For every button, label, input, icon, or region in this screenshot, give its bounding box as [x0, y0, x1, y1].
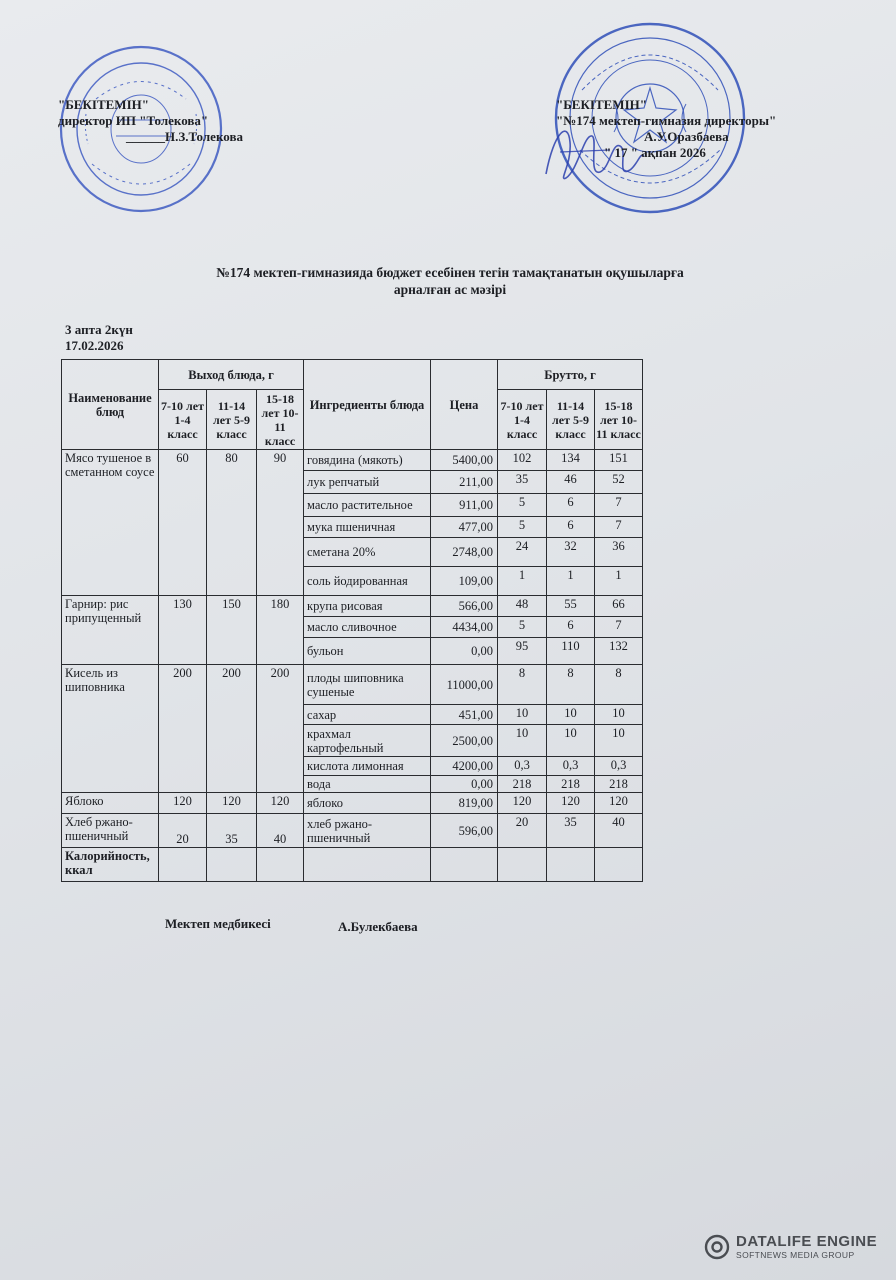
ingredient-name: вода: [304, 776, 431, 793]
dish-output-age-3: 120: [257, 793, 304, 814]
footer-nurse-name: А.Булекбаева: [338, 919, 418, 934]
header-brutto-age-1: 7-10 лет 1-4 класс: [498, 390, 547, 450]
table-row: [62, 596, 643, 617]
approval-left-signatory: ______Н.З.Толекова: [126, 129, 243, 144]
ingredient-name: бульон: [304, 638, 431, 665]
brutto-age-3: 132: [595, 638, 643, 665]
dish-output-age-2: 35: [207, 814, 257, 848]
approval-block-left: [58, 97, 243, 145]
empty-cell: [498, 848, 547, 882]
dish-name: Кисель из шиповника: [62, 665, 159, 793]
ingredient-name: лук репчатый: [304, 471, 431, 494]
ingredient-name: масло сливочное: [304, 617, 431, 638]
table-row: [62, 665, 643, 705]
header-output-age-3: 15-18 лет 10-11 класс: [257, 390, 304, 450]
brutto-age-3: 120: [595, 793, 643, 814]
ingredient-name: сметана 20%: [304, 538, 431, 567]
header-ingredients: Ингредиенты блюда: [304, 360, 431, 450]
brutto-age-3: 36: [595, 538, 643, 567]
header-output-age-1: 7-10 лет 1-4 класс: [159, 390, 207, 450]
ingredient-price: 819,00: [431, 793, 498, 814]
approval-right-heading: "БЕКІТЕМІН": [556, 97, 647, 112]
menu-table: [61, 359, 643, 882]
approval-left-position: директор ИП "Толекова": [58, 113, 209, 128]
ingredient-price: 596,00: [431, 814, 498, 848]
ingredient-price: 477,00: [431, 517, 498, 538]
brutto-age-1: 35: [498, 471, 547, 494]
watermark-subtitle: SOFTNEWS MEDIA GROUP: [736, 1250, 855, 1260]
ingredient-name: крупа рисовая: [304, 596, 431, 617]
ingredient-price: 5400,00: [431, 450, 498, 471]
brutto-age-1: 218: [498, 776, 547, 793]
approval-block-right: [556, 97, 776, 161]
ingredient-price: 451,00: [431, 705, 498, 725]
ingredient-price: 11000,00: [431, 665, 498, 705]
header-brutto-age-2: 11-14 лет 5-9 класс: [547, 390, 595, 450]
dish-output-age-3: 180: [257, 596, 304, 665]
brutto-age-1: 5: [498, 617, 547, 638]
watermark-title: DATALIFE ENGINE: [736, 1233, 878, 1250]
brutto-age-1: 1: [498, 567, 547, 596]
dish-output-age-1: 60: [159, 450, 207, 596]
dish-output-age-3: 90: [257, 450, 304, 596]
table-row: [62, 793, 643, 814]
brutto-age-2: 10: [547, 725, 595, 757]
empty-cell: [304, 848, 431, 882]
brutto-age-2: 218: [547, 776, 595, 793]
dish-name: Яблоко: [62, 793, 159, 814]
dish-output-age-2: 200: [207, 665, 257, 793]
empty-cell: [431, 848, 498, 882]
footer-nurse-title: Мектеп медбикесі: [165, 916, 271, 931]
ingredient-name: соль йодированная: [304, 567, 431, 596]
approval-right-signatory: А.У.Оразбаева: [644, 129, 729, 144]
brutto-age-1: 5: [498, 517, 547, 538]
ingredient-name: плоды шиповника сушеные: [304, 665, 431, 705]
ingredient-name: сахар: [304, 705, 431, 725]
brutto-age-1: 48: [498, 596, 547, 617]
header-output: Выход блюда, г: [159, 360, 304, 390]
ingredient-name: мука пшеничная: [304, 517, 431, 538]
brutto-age-2: 0,3: [547, 757, 595, 776]
dish-output-age-1: 20: [159, 814, 207, 848]
brutto-age-3: 1: [595, 567, 643, 596]
approval-left-heading: "БЕКІТЕМІН": [58, 97, 149, 112]
dish-output-age-2: 120: [207, 793, 257, 814]
brutto-age-3: 52: [595, 471, 643, 494]
ingredient-price: 0,00: [431, 776, 498, 793]
brutto-age-1: 0,3: [498, 757, 547, 776]
ingredient-name: хлеб ржано-пшеничный: [304, 814, 431, 848]
brutto-age-3: 0,3: [595, 757, 643, 776]
brutto-age-1: 102: [498, 450, 547, 471]
brutto-age-2: 32: [547, 538, 595, 567]
header-brutto: Брутто, г: [498, 360, 643, 390]
header-output-age-2: 11-14 лет 5-9 класс: [207, 390, 257, 450]
empty-cell: [257, 848, 304, 882]
brutto-age-2: 6: [547, 517, 595, 538]
brutto-age-2: 6: [547, 494, 595, 517]
brutto-age-3: 7: [595, 494, 643, 517]
table-row: [62, 814, 643, 848]
dish-output-age-3: 200: [257, 665, 304, 793]
header-dish-name: Наименование блюд: [62, 360, 159, 450]
ingredient-price: 211,00: [431, 471, 498, 494]
brutto-age-1: 20: [498, 814, 547, 848]
brutto-age-2: 1: [547, 567, 595, 596]
header-brutto-age-3: 15-18 лет 10-11 класс: [595, 390, 643, 450]
ingredient-price: 109,00: [431, 567, 498, 596]
watermark: [704, 1234, 877, 1260]
brutto-age-1: 95: [498, 638, 547, 665]
brutto-age-3: 8: [595, 665, 643, 705]
ingredient-name: говядина (мякоть): [304, 450, 431, 471]
brutto-age-3: 151: [595, 450, 643, 471]
ingredient-name: масло растительное: [304, 494, 431, 517]
dish-output-age-2: 80: [207, 450, 257, 596]
brutto-age-3: 10: [595, 725, 643, 757]
ingredient-price: 2500,00: [431, 725, 498, 757]
ingredient-name: кислота лимонная: [304, 757, 431, 776]
ingredient-price: 566,00: [431, 596, 498, 617]
header-price: Цена: [431, 360, 498, 450]
dish-output-age-3: 40: [257, 814, 304, 848]
document-title: [100, 264, 800, 298]
brutto-age-2: 134: [547, 450, 595, 471]
week-day: 3 апта 2күн: [65, 322, 133, 337]
datalife-logo-icon: [704, 1234, 730, 1260]
brutto-age-2: 8: [547, 665, 595, 705]
ingredient-price: 0,00: [431, 638, 498, 665]
approval-right-position: "№174 мектеп-гимназия директоры": [556, 113, 777, 128]
brutto-age-3: 7: [595, 617, 643, 638]
title-line-2: арналған ас мәзірі: [393, 282, 507, 297]
brutto-age-2: 46: [547, 471, 595, 494]
brutto-age-3: 66: [595, 596, 643, 617]
empty-cell: [159, 848, 207, 882]
dish-output-age-1: 200: [159, 665, 207, 793]
brutto-age-2: 6: [547, 617, 595, 638]
dish-name: Хлеб ржано-пшеничный: [62, 814, 159, 848]
brutto-age-1: 120: [498, 793, 547, 814]
dish-output-age-1: 120: [159, 793, 207, 814]
brutto-age-2: 55: [547, 596, 595, 617]
approval-right-date: " 17 " ақпан 2026: [604, 145, 706, 160]
table-row: [62, 450, 643, 471]
dish-output-age-1: 130: [159, 596, 207, 665]
brutto-age-3: 218: [595, 776, 643, 793]
empty-cell: [547, 848, 595, 882]
ingredient-price: 4434,00: [431, 617, 498, 638]
title-line-1: №174 мектеп-гимназияда бюджет есебінен тегін тамақтанатын оқушыларға: [216, 265, 684, 280]
ingredient-name: яблоко: [304, 793, 431, 814]
brutto-age-1: 10: [498, 705, 547, 725]
calories-label: Калорийность, ккал: [62, 848, 159, 882]
empty-cell: [595, 848, 643, 882]
ingredient-name: крахмал картофельный: [304, 725, 431, 757]
brutto-age-3: 40: [595, 814, 643, 848]
brutto-age-2: 120: [547, 793, 595, 814]
dish-name: Гарнир: рис припущенный: [62, 596, 159, 665]
menu-date: 17.02.2026: [65, 338, 124, 353]
brutto-age-1: 5: [498, 494, 547, 517]
brutto-age-2: 110: [547, 638, 595, 665]
menu-meta: [65, 322, 133, 354]
dish-output-age-2: 150: [207, 596, 257, 665]
dish-name: Мясо тушеное в сметанном соусе: [62, 450, 159, 596]
ingredient-price: 2748,00: [431, 538, 498, 567]
brutto-age-3: 10: [595, 705, 643, 725]
empty-cell: [207, 848, 257, 882]
brutto-age-2: 35: [547, 814, 595, 848]
brutto-age-3: 7: [595, 517, 643, 538]
brutto-age-1: 8: [498, 665, 547, 705]
ingredient-price: 911,00: [431, 494, 498, 517]
brutto-age-2: 10: [547, 705, 595, 725]
table-row-calories: [62, 848, 643, 882]
brutto-age-1: 10: [498, 725, 547, 757]
ingredient-price: 4200,00: [431, 757, 498, 776]
brutto-age-1: 24: [498, 538, 547, 567]
